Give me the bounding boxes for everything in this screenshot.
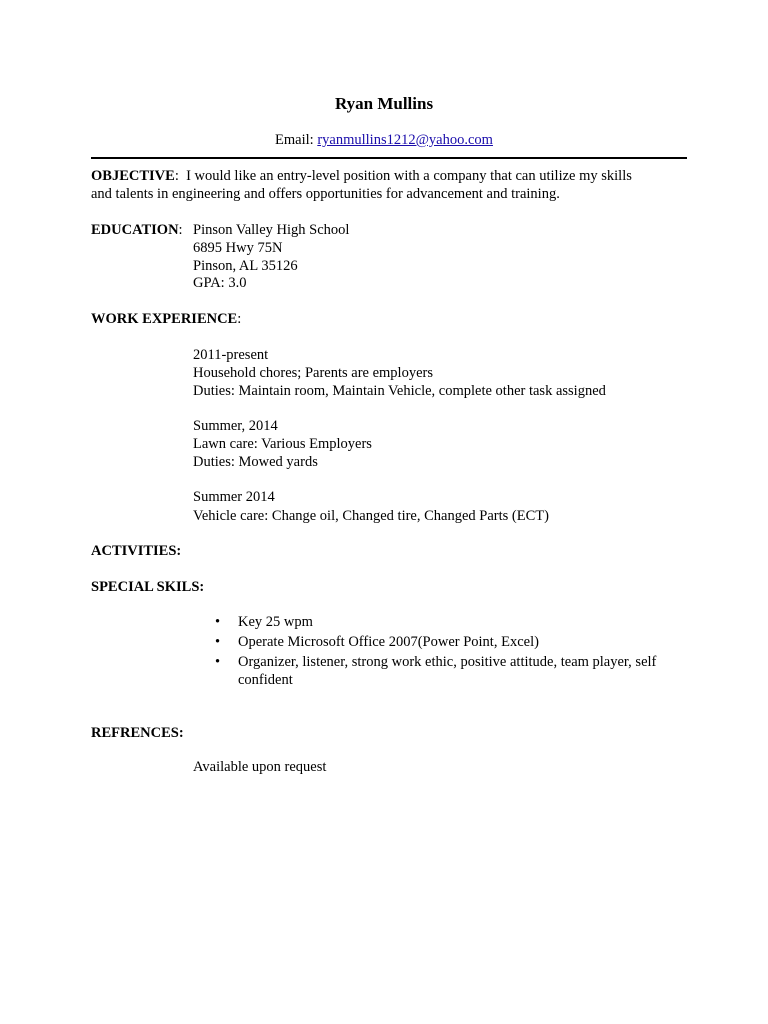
job-duties: Duties: Maintain room, Maintain Vehicle, complete other task assigned <box>193 383 606 399</box>
education-line: Pinson Valley High School <box>193 222 350 238</box>
list-item <box>205 633 685 651</box>
objective-text-1: I would like an entry-level position with a company that can utilize my skills <box>186 168 632 184</box>
header-divider <box>91 157 687 159</box>
list-item <box>205 653 685 689</box>
job-duties: Duties: Mowed yards <box>193 454 318 470</box>
list-item <box>205 613 685 631</box>
education-label-line: EDUCATION: <box>91 222 183 238</box>
job-period: 2011-present <box>193 347 269 363</box>
resume-name: Ryan Mullins <box>334 94 434 113</box>
skill-text: Organizer, listener, strong work ethic, positive attitude, team player, self confident <box>238 654 657 688</box>
job-period: Summer, 2014 <box>193 418 278 434</box>
bullet-icon: • <box>215 654 221 670</box>
job-title: Lawn care: Various Employers <box>193 436 372 452</box>
job-title: Vehicle care: Change oil, Changed tire, Changed Parts (ECT) <box>193 508 549 524</box>
skill-text: Operate Microsoft Office 2007(Power Point, Excel) <box>238 634 539 650</box>
work-label-line: WORK EXPERIENCE: <box>91 311 242 327</box>
job-title: Household chores; Parents are employers <box>193 365 433 381</box>
references-text: Available upon request <box>193 759 327 775</box>
references-label: REFRENCES: <box>91 725 184 741</box>
bullet-icon: • <box>215 614 221 630</box>
work-experience-label: WORK EXPERIENCE <box>91 311 238 327</box>
bullet-icon: • <box>215 634 221 650</box>
skills-list <box>205 613 685 689</box>
special-skills-label: SPECIAL SKILS: <box>91 579 205 595</box>
education-line: 6895 Hwy 75N <box>193 240 283 256</box>
job-period: Summer 2014 <box>193 489 275 505</box>
education-line: GPA: 3.0 <box>193 275 247 291</box>
email-line <box>0 131 768 149</box>
skill-text: Key 25 wpm <box>238 614 313 630</box>
education-line: Pinson, AL 35126 <box>193 258 298 274</box>
activities-label: ACTIVITIES: <box>91 543 182 559</box>
objective-line-1: OBJECTIVE: I would like an entry-level position with a company that can utilize my skills <box>91 168 632 184</box>
objective-line-2: and talents in engineering and offers opportunities for advancement and training. <box>91 186 560 202</box>
email-label: Email: <box>275 132 314 148</box>
education-label: EDUCATION <box>91 222 179 238</box>
objective-label: OBJECTIVE <box>91 168 175 184</box>
email-link[interactable]: ryanmullins1212@yahoo.com <box>317 132 493 148</box>
